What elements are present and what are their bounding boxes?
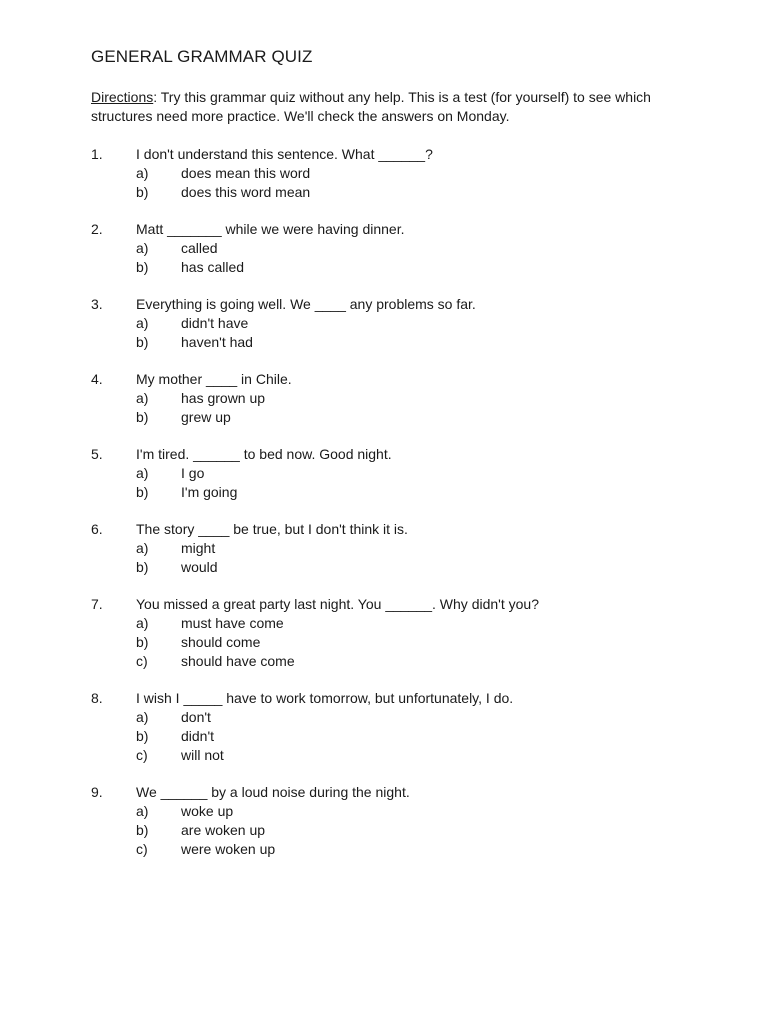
option-letter: a) (136, 465, 149, 481)
option-letter: a) (136, 165, 149, 181)
question-item (91, 295, 768, 352)
option-indent (91, 539, 136, 558)
option-text: are woken up (181, 822, 266, 838)
question-row (91, 595, 768, 614)
question-row (91, 783, 768, 802)
question-row (91, 295, 768, 314)
option-letter: a) (136, 540, 149, 556)
directions-paragraph (91, 88, 661, 126)
option-indent (91, 614, 136, 633)
question-item (91, 445, 768, 502)
option-letter: c) (136, 841, 148, 857)
answer-option (91, 802, 768, 821)
option-indent (91, 802, 136, 821)
option-indent (91, 633, 136, 652)
option-text: has called (181, 259, 245, 275)
question-text: Everything is going well. We ____ any problems so far. (136, 296, 476, 312)
answer-option (91, 408, 768, 427)
answer-option (91, 183, 768, 202)
option-letter: a) (136, 390, 149, 406)
question-number: 9. (91, 784, 103, 800)
answer-option (91, 708, 768, 727)
option-indent (91, 239, 136, 258)
question-row (91, 220, 768, 239)
question-number: 5. (91, 446, 103, 462)
question-row (91, 370, 768, 389)
option-text: didn't (181, 728, 215, 744)
question-number: 8. (91, 690, 103, 706)
option-letter: a) (136, 615, 149, 631)
answer-option (91, 633, 768, 652)
question-number: 2. (91, 221, 103, 237)
option-text: woke up (181, 803, 234, 819)
answer-option (91, 539, 768, 558)
option-letter: b) (136, 334, 149, 350)
option-indent (91, 464, 136, 483)
option-text: called (181, 240, 218, 256)
question-item (91, 595, 768, 671)
question-number: 3. (91, 296, 103, 312)
answer-option (91, 333, 768, 352)
option-indent (91, 333, 136, 352)
option-indent (91, 746, 136, 765)
question-text: You missed a great party last night. You ______. Why didn't you? (136, 596, 539, 612)
page-title: GENERAL GRAMMAR QUIZ (91, 47, 313, 66)
question-item (91, 783, 768, 859)
question-row (91, 520, 768, 539)
question-item (91, 145, 768, 202)
option-letter: a) (136, 240, 149, 256)
question-row (91, 145, 768, 164)
option-letter: b) (136, 728, 149, 744)
option-text: should have come (181, 653, 295, 669)
question-item (91, 689, 768, 765)
question-text: The story ____ be true, but I don't think it is. (136, 521, 408, 537)
answer-option (91, 314, 768, 333)
answer-option (91, 746, 768, 765)
option-indent (91, 840, 136, 859)
question-text: My mother ____ in Chile. (136, 371, 292, 387)
answer-option (91, 821, 768, 840)
option-letter: b) (136, 822, 149, 838)
answer-option (91, 558, 768, 577)
option-text: were woken up (181, 841, 276, 857)
option-letter: a) (136, 803, 149, 819)
option-letter: c) (136, 747, 148, 763)
option-letter: b) (136, 484, 149, 500)
question-number: 7. (91, 596, 103, 612)
answer-option (91, 164, 768, 183)
option-letter: b) (136, 184, 149, 200)
option-text: didn't have (181, 315, 249, 331)
question-row (91, 689, 768, 708)
question-number: 4. (91, 371, 103, 387)
option-text: will not (181, 747, 224, 763)
option-indent (91, 727, 136, 746)
question-number: 1. (91, 146, 103, 162)
option-text: would (181, 559, 218, 575)
question-text: I wish I _____ have to work tomorrow, but unfortunately, I do. (136, 690, 514, 706)
option-text: must have come (181, 615, 284, 631)
question-item (91, 220, 768, 277)
option-text: does mean this word (181, 165, 311, 181)
option-text: grew up (181, 409, 231, 425)
question-row (91, 445, 768, 464)
option-indent (91, 708, 136, 727)
answer-option (91, 258, 768, 277)
question-list (91, 145, 768, 859)
answer-option (91, 840, 768, 859)
answer-option (91, 727, 768, 746)
option-text: don't (181, 709, 211, 725)
option-indent (91, 389, 136, 408)
option-letter: a) (136, 709, 149, 725)
option-indent (91, 408, 136, 427)
question-number: 6. (91, 521, 103, 537)
option-letter: b) (136, 259, 149, 275)
option-indent (91, 314, 136, 333)
option-text: does this word mean (181, 184, 311, 200)
option-indent (91, 652, 136, 671)
question-text: We ______ by a loud noise during the night. (136, 784, 410, 800)
option-text: might (181, 540, 216, 556)
answer-option (91, 464, 768, 483)
answer-option (91, 652, 768, 671)
directions-text: : Try this grammar quiz without any help. This is a test (for yourself) to see which structures need more practice. We'll check the answers on Monday. (91, 89, 651, 124)
question-text: I'm tired. ______ to bed now. Good night. (136, 446, 392, 462)
question-text: I don't understand this sentence. What ______? (136, 146, 433, 162)
answer-option (91, 389, 768, 408)
answer-option (91, 614, 768, 633)
question-text: Matt _______ while we were having dinner. (136, 221, 405, 237)
directions-label: Directions (91, 89, 154, 105)
question-item (91, 370, 768, 427)
option-letter: b) (136, 634, 149, 650)
option-text: I go (181, 465, 205, 481)
option-text: has grown up (181, 390, 266, 406)
option-indent (91, 558, 136, 577)
option-indent (91, 258, 136, 277)
option-text: should come (181, 634, 261, 650)
answer-option (91, 239, 768, 258)
option-text: haven't had (181, 334, 253, 350)
option-indent (91, 164, 136, 183)
option-indent (91, 821, 136, 840)
question-item (91, 520, 768, 577)
option-letter: a) (136, 315, 149, 331)
answer-option (91, 483, 768, 502)
option-indent (91, 183, 136, 202)
option-letter: c) (136, 653, 148, 669)
option-letter: b) (136, 409, 149, 425)
option-letter: b) (136, 559, 149, 575)
option-indent (91, 483, 136, 502)
option-text: I'm going (181, 484, 238, 500)
